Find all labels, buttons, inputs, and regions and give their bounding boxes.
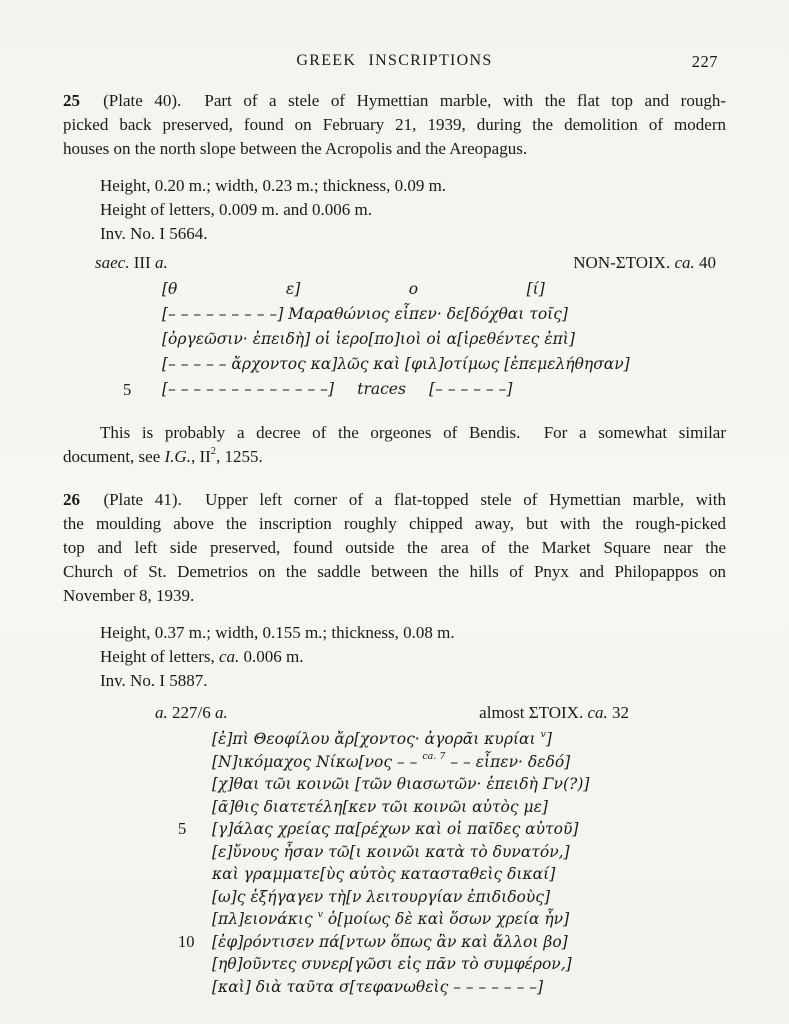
inscription-line-number: 5 xyxy=(123,380,132,399)
text-fragment: Inv. No. I 5887. xyxy=(100,671,208,690)
text-fragment: saec. xyxy=(95,253,130,272)
text-fragment: ca. xyxy=(587,703,608,722)
inscription-line xyxy=(63,818,726,841)
inscription-line xyxy=(63,841,726,864)
text-line xyxy=(63,89,726,113)
text-fragment: ca. 7 xyxy=(422,751,446,763)
text-fragment: [ὀργεῶσιν· ἐπειδὴ] οἱ ἱερο[πο]ιοὶ οἱ α[ἱρεθέντες ἐπὶ] xyxy=(162,330,575,348)
inscription-text xyxy=(212,886,550,909)
inscription-line-number xyxy=(178,976,212,999)
inscription-line xyxy=(63,863,726,886)
inscription-line-number xyxy=(178,751,212,774)
text-line xyxy=(100,645,726,669)
text-fragment: [ἐ]πὶ Θεοφίλου ἄρ[χοντος· ἀγορᾶι κυρίαι xyxy=(212,730,541,748)
entry-25-date-row xyxy=(63,251,726,275)
inscription-line-number xyxy=(123,352,162,377)
entry-25-stoichedon-label xyxy=(573,251,716,275)
inscription-text xyxy=(212,796,548,819)
entry-25-date-label xyxy=(95,251,168,275)
text-fragment: [θ ε] ο [ί] xyxy=(162,280,545,298)
entry-26-inscription xyxy=(63,728,726,998)
inscription-line xyxy=(63,377,726,402)
inscription-line-number: 10 xyxy=(178,931,195,951)
inscription-line xyxy=(63,976,726,999)
inscription-text xyxy=(162,327,575,352)
text-fragment: [πλ]ειονάκις xyxy=(212,910,318,928)
inscription-text xyxy=(162,377,512,402)
inscription-text xyxy=(162,277,545,302)
text-fragment: Height of letters, xyxy=(100,647,219,666)
text-line xyxy=(63,421,726,445)
text-fragment: [ηθ]οῦντες συνερ[γῶσι εἰς πᾶν τὸ συμφέρον,] xyxy=(212,955,572,973)
text-fragment: document, see xyxy=(63,447,165,466)
text-fragment: 25 xyxy=(63,91,80,110)
text-fragment: – – εἶπεν· δεδό] xyxy=(445,752,571,771)
text-fragment: ] xyxy=(545,730,552,748)
text-fragment: a. xyxy=(154,253,168,272)
entry-26-description xyxy=(63,488,726,608)
running-header xyxy=(63,0,726,70)
text-fragment: 32 xyxy=(607,703,629,722)
inscription-line xyxy=(63,908,726,931)
inscription-line-number xyxy=(178,953,212,976)
text-fragment: a. xyxy=(155,703,168,722)
inscription-line xyxy=(63,327,726,352)
inscription-text xyxy=(162,352,630,377)
text-line xyxy=(100,222,726,246)
text-fragment: NON-ΣTOIX. xyxy=(573,253,675,272)
inscription-text xyxy=(212,976,543,999)
text-fragment: 26 xyxy=(63,490,80,509)
entry-26-measurements xyxy=(100,621,726,693)
inscription-line xyxy=(63,277,726,302)
inscription-text xyxy=(212,863,555,886)
text-fragment: [– – – – – –] xyxy=(405,380,513,398)
inscription-line xyxy=(63,751,726,774)
text-fragment: [καὶ] διὰ ταῦτα σ[τεφανωθεὶς – – – – – – –] xyxy=(212,977,544,996)
entry-25-measurements xyxy=(100,174,726,246)
inscription-line xyxy=(63,728,726,751)
inscription-text xyxy=(162,302,568,327)
inscription-line-number xyxy=(123,277,162,302)
text-fragment: (Plate 40). Part of a stele of Hymettian marble, with the flat top and rough- xyxy=(80,91,726,110)
text-fragment: November 8, 1939. xyxy=(63,586,195,605)
text-fragment: (Plate 41). Upper left corner of a flat-topped stele of Hymettian marble, with xyxy=(80,490,726,509)
text-line xyxy=(63,536,726,560)
page-number: 227 xyxy=(691,52,718,71)
text-line xyxy=(100,198,726,222)
inscription-line-number: 5 xyxy=(178,819,187,838)
text-fragment: καὶ γραμματε[ὺς αὐτὸς κατασταθεὶς δικαί] xyxy=(212,865,556,883)
text-fragment: [ἐφ]ρόντισεν πά[ντων ὅπως ἂν καὶ ἄλλοι βο] xyxy=(212,932,568,951)
inscription-line-number xyxy=(178,886,212,909)
inscription-line xyxy=(63,796,726,819)
text-line xyxy=(63,560,726,584)
text-fragment: ὁ[μοίως δὲ καὶ ὅσων χρεία ἦν] xyxy=(322,910,570,928)
text-fragment: 0.006 m. xyxy=(239,647,304,666)
text-fragment: III xyxy=(129,253,155,272)
text-line xyxy=(100,174,726,198)
text-fragment: Inv. No. I 5664. xyxy=(100,224,208,243)
entry-26-date-label xyxy=(155,701,228,725)
inscription-line xyxy=(63,773,726,796)
inscription-text xyxy=(212,953,572,976)
text-line xyxy=(63,584,726,608)
text-fragment: I.G. xyxy=(164,447,191,466)
text-fragment: [ω]ς ἐξήγαγεν τὴ[ν λειτουργίαν ἐπιδιδοὺς] xyxy=(212,887,551,906)
text-fragment: [χ]θαι τῶι κοινῶι [τῶν θιασωτῶν· ἐπειδὴ Γν(?)] xyxy=(212,775,590,793)
text-line xyxy=(63,445,726,469)
text-line xyxy=(63,512,726,536)
text-fragment: [– – – – – ἄρχοντος κα]λῶς καὶ [φιλ]οτίμως [ἐπεμελήθησαν] xyxy=(162,355,630,373)
inscription-line-number xyxy=(178,796,212,819)
running-header-title: GREEK INSCRIPTIONS xyxy=(296,52,493,69)
inscription-line-number xyxy=(123,302,162,327)
inscription-line-number xyxy=(123,327,162,352)
inscription-line-number xyxy=(178,728,212,751)
inscription-line xyxy=(63,352,726,377)
entry-25-description xyxy=(63,89,726,161)
text-fragment: 2 xyxy=(210,446,217,458)
text-fragment: [ε]ὔνους ἦσαν τῶ[ι κοινῶι κατὰ τὸ δυνατόν,] xyxy=(212,842,570,861)
text-fragment: Height of letters, 0.009 m. and 0.006 m. xyxy=(100,200,372,219)
inscription-text xyxy=(212,728,552,751)
text-fragment: This is probably a decree of the orgeones of Bendis. For a somewhat similar xyxy=(100,423,726,442)
text-fragment: traces xyxy=(357,380,406,398)
inscription-text xyxy=(212,818,578,841)
text-fragment: 40 xyxy=(694,253,716,272)
text-fragment: almost ΣTOIX. xyxy=(479,703,588,722)
inscription-text xyxy=(212,908,569,931)
text-fragment: Height, 0.37 m.; width, 0.155 m.; thickness, 0.08 m. xyxy=(100,623,455,642)
entry-25-inscription xyxy=(63,277,726,402)
text-fragment: ca. xyxy=(674,253,695,272)
text-fragment: a. xyxy=(214,703,228,722)
text-fragment: the moulding above the inscription roughly chipped away, but with the rough-picked xyxy=(63,514,726,533)
text-fragment: v xyxy=(317,908,323,920)
inscription-text xyxy=(212,751,570,774)
inscription-text xyxy=(212,931,568,954)
text-fragment: top and left side preserved, found outside the area of the Market Square near the xyxy=(63,538,726,557)
inscription-line xyxy=(63,886,726,909)
text-fragment: Height, 0.20 m.; width, 0.23 m.; thickness, 0.09 m. xyxy=(100,176,447,195)
text-fragment: v xyxy=(540,728,546,740)
entry-26-date-row xyxy=(63,701,726,725)
inscription-text xyxy=(212,841,570,864)
text-fragment: [γ]άλας χρείας πα[ρέχων καὶ οἱ παῖδες αὐτοῦ] xyxy=(212,820,579,838)
inscription-line xyxy=(63,953,726,976)
inscription-line-number xyxy=(178,773,212,796)
text-fragment: [ᾶ]θις διατετέλη[κεν τῶι κοινῶι αὐτὸς με] xyxy=(212,797,548,816)
text-fragment: houses on the north slope between the Acropolis and the Areopagus. xyxy=(63,139,528,158)
inscription-line-number xyxy=(178,908,212,931)
text-fragment: [– – – – – – – – – – – – –] xyxy=(162,380,358,398)
inscription-line-number xyxy=(178,863,212,886)
text-line xyxy=(63,137,726,161)
entry-26-stoichedon-label xyxy=(479,701,629,725)
text-fragment: , 1255. xyxy=(216,447,263,466)
text-fragment: picked back preserved, found on February 21, 1939, during the demolition of modern xyxy=(63,115,726,134)
text-fragment: ca. xyxy=(218,647,240,666)
text-fragment: [– – – – – – – – –] Μαραθώνιος εἶπεν· δε[δόχθαι τοῖς] xyxy=(162,305,568,323)
text-fragment: Church of St. Demetrios on the saddle between the hills of Pnyx and Philopappos on xyxy=(63,562,726,581)
text-line xyxy=(100,669,726,693)
inscription-text xyxy=(212,773,589,796)
text-line xyxy=(63,488,726,512)
text-fragment: 227/6 xyxy=(167,703,215,722)
text-line xyxy=(100,621,726,645)
inscription-line-number xyxy=(178,841,212,864)
entry-25-commentary xyxy=(63,421,726,469)
text-fragment: [Ν]ικόμαχος Νίκω[νος – – xyxy=(212,752,423,771)
inscription-line xyxy=(63,931,726,954)
text-fragment: , II xyxy=(190,447,211,466)
text-line xyxy=(63,113,726,137)
inscription-line xyxy=(63,302,726,327)
